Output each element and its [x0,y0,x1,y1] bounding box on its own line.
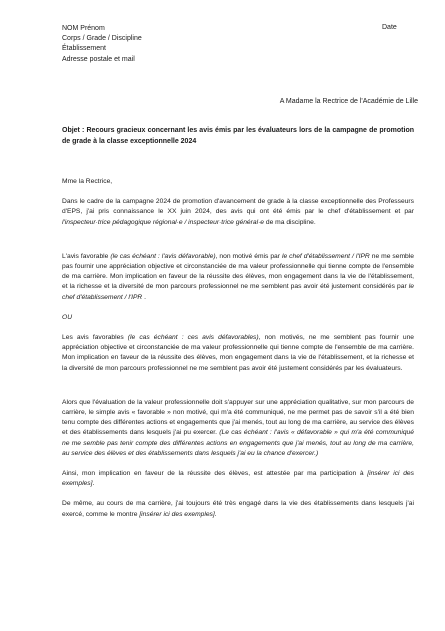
letter-body [62,177,414,520]
p2-italic-d: le chef d'établissement / l'IPR [281,252,370,260]
paragraph-context [62,197,414,228]
date-label: Date [382,24,397,31]
paragraph-context-end: de ma discipline. [264,218,316,226]
p4-text-a: Alors que l'évaluation de la valeur professionnelle doit s'appuyer sur une appréciation qualitative, sur mon parcours de carrière, le simple avis « favorable » non motivé, qui m'a été communiqué, ne me permet pas de savoir s'il a été bien tenu compte des différentes actions et engagements que j'ai menés, tout au long de ma carrière, au service des élèves et des établissements dans lesquels j'ai pu exercer. [62,398,414,437]
p5-text-a: Ainsi, mon implication en faveur de la réussite des élèves, est attestée par ma participation à [62,470,368,478]
paragraph-context-inspector: l'inspecteur·trice pédagogique régional·e / inspecteur·trice général·e [62,218,265,226]
paragraph-context-text: Dans le cadre de la campagne 2024 de promotion d'avancement de grade à la classe exceptionnelle des Professeurs d'EPS, j'ai pris connaissance le XX juin 2024, des avis qui ont été émis par le chef d'établissement et par [62,198,414,216]
p2-italic-b: (le cas échéant : l'avis défavorable) [110,252,216,260]
p6-text-c: . [214,510,217,518]
p2-text-g: . [142,293,146,301]
paragraph-multiple-avis [62,333,414,374]
paragraph-implication [62,469,414,489]
subject-line [62,126,414,147]
p2-text-c: , non motivé émis par [215,252,282,260]
salutation: Mme la Rectrice, [62,178,113,185]
sender-name: NOM Prénom [62,25,105,32]
p5-placeholder: [insérer ici des exemples] [62,470,414,488]
recipient-line: A Madame la Rectrice de l'Académie de Lille [279,98,418,105]
subject-text: Recours gracieux concernant les avis émis par les évaluateurs lors de la campagne de promotion de grade à la classe exceptionnelle 2024 [62,127,414,145]
paragraph-evaluation [62,398,414,459]
p4-italic-b: (Le cas échéant : l'avis « défavorable » qui m'a été communiqué ne me semble pas tenir compte des différentes actions en engagements que j'ai menés, tout au long de ma carrière, au service des élèves et des établissements dans lesquels j'ai eu la chance d'exercer.) [62,429,414,457]
alternative-ou: OU [62,313,73,321]
paragraph-engagement [62,499,414,519]
sender-etablissement: Établissement [62,45,106,53]
p6-placeholder: [insérer ici des exemples] [139,510,215,518]
p2-italic-f: le chef d'établissement / l'IPR [62,283,414,301]
p3-text-c: , non motivés, ne me semblent pas fournir une appréciation objective et circonstanciée de ma valeur professionnelle qui tienne compte de l'ensemble de ma carrière. Mon implication en faveur de la réussite des élèves, mon engagement dans la vie de l'établissement, et la richesse et la diversité de mon parcours professionnel ne me semblent pas avoir été justement considérés par les évaluateurs. [62,334,415,372]
p5-text-c: . [92,480,95,488]
p2-text-a: L'avis favorable [62,252,111,260]
subject-label: Objet : [62,127,85,134]
p3-text-a: Les avis favorables [62,334,128,342]
paragraph-single-avis [62,252,414,303]
sender-address: Adresse postale et mail [62,55,135,63]
p3-italic-b: (le cas échéant : ces avis défavorables) [127,334,259,342]
p6-text-a: De même, au cours de ma carrière, j'ai toujours été très engagé dans la vie des établissements dans lesquels j'ai exercé, comme le montre [62,500,414,518]
p2-text-e: ne me semble pas fournir une appréciation objective et circonstanciée de ma valeur professionnelle qui tienne compte de l'ensemble de ma carrière. Mon implication en faveur de la réussite des élèves, mon engagement dans la vie de l'établissement, et la richesse et la diversité de mon parcours professionnel ne me semblent pas avoir été justement considérés par [62,252,414,291]
sender-block [62,24,142,65]
sender-corps: Corps / Grade / Discipline [62,35,142,43]
